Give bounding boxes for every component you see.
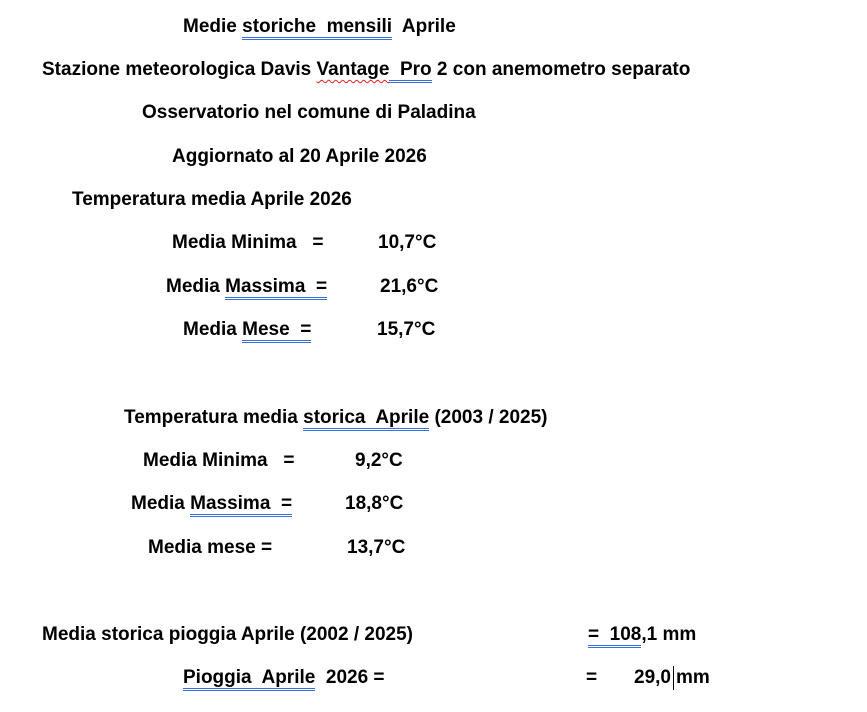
label-text: Media [183, 319, 243, 340]
title-text: Aprile [392, 16, 456, 37]
historical-max-value: 18,8°C [345, 493, 404, 514]
unit-text: mm [675, 667, 710, 689]
current-max-value: 21,6°C [380, 276, 439, 297]
historical-min-label: Media Minima = [143, 450, 295, 471]
label-text: (2003 / 2025) [429, 407, 548, 428]
historical-month-value: 13,7°C [347, 537, 406, 558]
grammar-underline: Mese = [242, 319, 311, 343]
rain-historical-label: Media storica pioggia Aprile (2002 / 2025) [42, 624, 413, 645]
title-grammar-underline: storiche mensili [242, 16, 392, 40]
current-min-value: 10,7°C [378, 232, 437, 253]
label-text: 2026 = [315, 667, 385, 688]
document-title [183, 15, 456, 39]
updated-line: Aggiornato al 20 Aprile 2026 [172, 146, 427, 167]
title-text: Medie [183, 16, 243, 37]
station-line [42, 58, 690, 82]
label-text: Media [166, 276, 226, 297]
value-text: ,1 mm [641, 624, 697, 645]
current-max-label [166, 275, 327, 299]
historical-heading [124, 406, 547, 430]
grammar-underline: Pioggia Aprile [183, 667, 315, 691]
historical-month-label: Media mese = [148, 537, 273, 558]
label-text: Temperatura media [124, 407, 304, 428]
current-month-label [183, 318, 311, 342]
rain-historical-value [588, 623, 696, 647]
label-text: Media [131, 493, 191, 514]
grammar-underline: Massima = [225, 276, 327, 300]
grammar-underline: Massima = [190, 493, 292, 517]
observatory-line: Osservatorio nel comune di Paladina [142, 102, 476, 123]
current-month-value: 15,7°C [377, 319, 436, 340]
grammar-underline: storica Aprile [303, 407, 429, 431]
historical-min-value: 9,2°C [355, 450, 403, 471]
value-text: 29,0 [634, 667, 671, 689]
current-min-label: Media Minima = [172, 232, 324, 253]
grammar-underline: = 108 [588, 624, 641, 648]
station-text: Stazione meteorologica Davis [42, 59, 317, 80]
spelling-underline: Vantage [316, 59, 390, 80]
rain-current-equals: = [586, 667, 598, 688]
historical-max-label [131, 492, 292, 516]
text-cursor [673, 666, 674, 690]
rain-current-value [634, 666, 710, 690]
current-heading: Temperatura media Aprile 2026 [72, 189, 352, 210]
station-text: 2 con anemometro separato [431, 59, 691, 80]
rain-current-label [183, 666, 385, 690]
grammar-underline: Pro [389, 59, 431, 83]
